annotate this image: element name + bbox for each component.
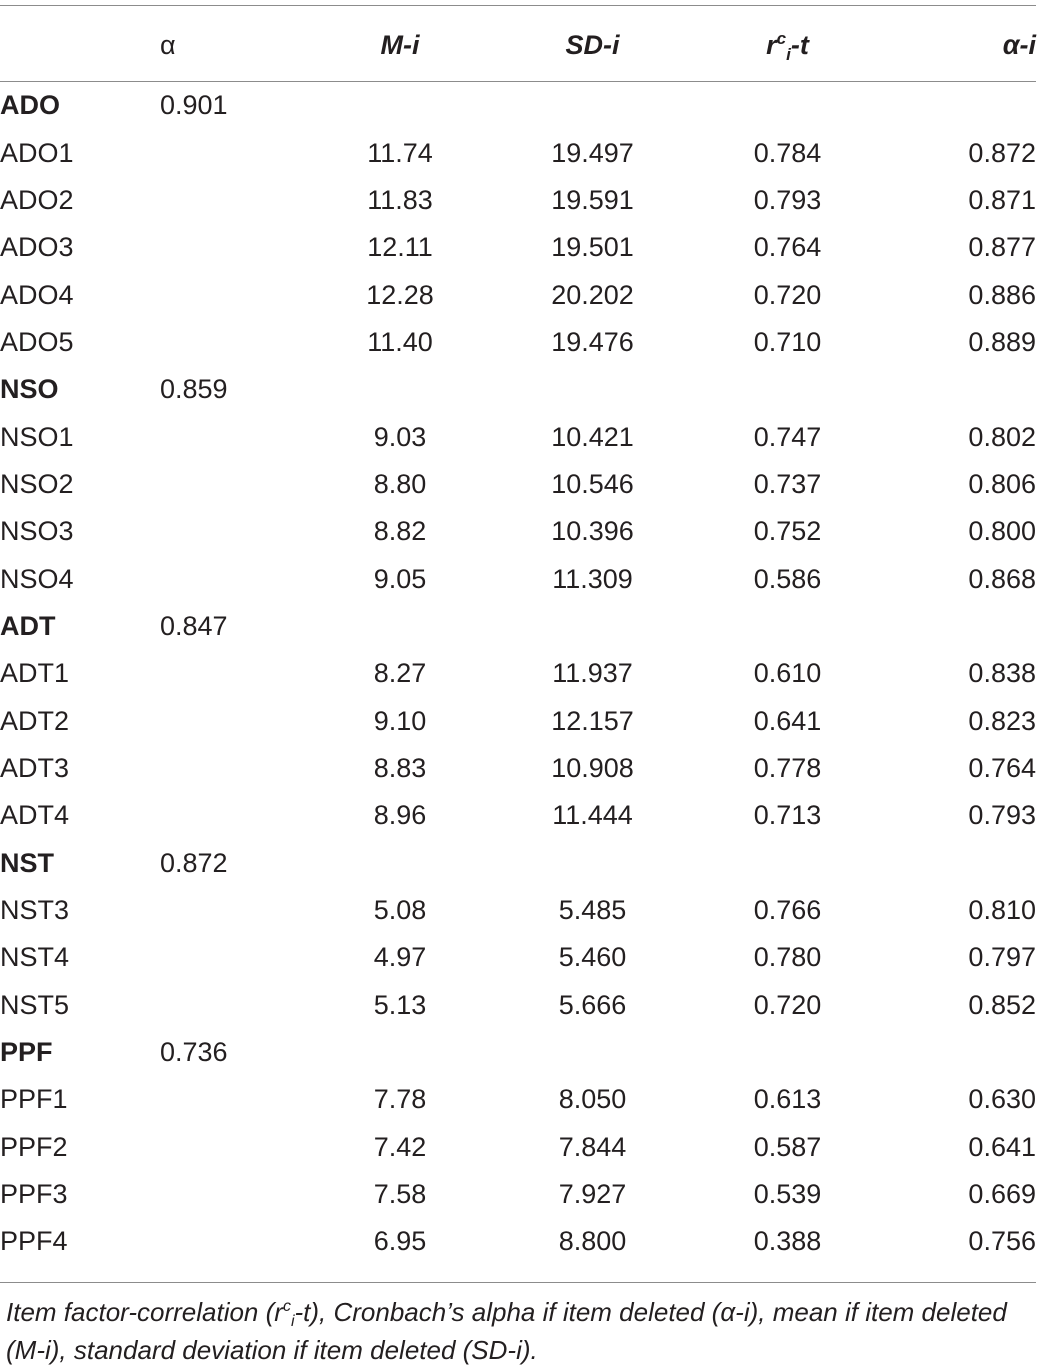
- table-row: [0, 1076, 1036, 1123]
- table-row: [0, 650, 1036, 697]
- table-row: [0, 792, 1036, 839]
- table-row: [0, 1218, 1036, 1265]
- cell-label: NSO4: [0, 563, 74, 594]
- cell-item-factor-correlation: 0.710: [753, 326, 822, 357]
- cell-mean-if-deleted: [305, 82, 495, 129]
- header-mean-if-deleted: M-i: [380, 29, 420, 60]
- cell-sd-if-deleted: 5.460: [558, 942, 627, 973]
- cell-mean-if-deleted: 7.78: [373, 1084, 427, 1115]
- cell-alpha: 0.736: [160, 1037, 228, 1068]
- cell-label: PPF2: [0, 1131, 68, 1162]
- cell-sd-if-deleted: 11.444: [552, 800, 633, 831]
- cell-alpha: 0.901: [160, 90, 228, 121]
- cell-alpha-if-deleted: [885, 840, 1036, 887]
- header-item-factor-correlation: [690, 0, 885, 82]
- cell-label: ADO2: [0, 184, 74, 215]
- bottom-rule: [0, 1282, 1036, 1283]
- header-alpha-if-deleted: α-i: [1002, 29, 1036, 60]
- cell-sd-if-deleted: [495, 366, 690, 413]
- cell-mean-if-deleted: 4.97: [373, 942, 427, 973]
- cell-alpha-if-deleted: 0.641: [968, 1131, 1036, 1162]
- cell-label: NST5: [0, 989, 70, 1020]
- cell-alpha: [160, 413, 305, 460]
- cell-item-factor-correlation: 0.713: [753, 800, 822, 831]
- cell-item-factor-correlation: 0.641: [753, 705, 822, 736]
- header-rct-r: r: [766, 29, 777, 60]
- cell-sd-if-deleted: 10.421: [551, 421, 634, 452]
- table-footnote: [6, 1293, 1036, 1369]
- cell-label: ADT: [0, 610, 56, 641]
- cell-alpha-if-deleted: 0.868: [968, 563, 1036, 594]
- cell-mean-if-deleted: 7.42: [373, 1131, 427, 1162]
- cell-label: ADO: [0, 90, 60, 121]
- table-row: [0, 555, 1036, 602]
- cell-label: ADT3: [0, 752, 70, 783]
- cell-mean-if-deleted: 8.96: [373, 800, 427, 831]
- cell-alpha-if-deleted: [885, 82, 1036, 129]
- cell-mean-if-deleted: 8.27: [373, 658, 427, 689]
- cell-item-factor-correlation: 0.778: [753, 752, 822, 783]
- cell-sd-if-deleted: 8.050: [558, 1084, 627, 1115]
- cell-alpha-if-deleted: 0.877: [968, 232, 1036, 263]
- cell-label: ADO5: [0, 326, 74, 357]
- cell-alpha-if-deleted: 0.764: [968, 752, 1036, 783]
- cell-sd-if-deleted: 19.497: [551, 137, 634, 168]
- cell-alpha-if-deleted: 0.852: [968, 989, 1036, 1020]
- header-rct-sub: i: [786, 44, 791, 64]
- cell-label: NSO3: [0, 516, 74, 547]
- cell-item-factor-correlation: 0.539: [753, 1179, 822, 1210]
- cell-alpha-if-deleted: [885, 366, 1036, 413]
- cell-item-factor-correlation: 0.720: [753, 279, 822, 310]
- cell-sd-if-deleted: 11.937: [552, 658, 633, 689]
- footnote-part1: Item factor-correlation (r: [6, 1297, 283, 1327]
- cell-alpha-if-deleted: [885, 1029, 1036, 1076]
- table-row: [0, 413, 1036, 460]
- cell-mean-if-deleted: 11.83: [367, 184, 433, 215]
- cell-sd-if-deleted: 7.927: [558, 1179, 627, 1210]
- cell-alpha: [160, 792, 305, 839]
- cell-item-factor-correlation: 0.720: [753, 989, 822, 1020]
- table-row: [0, 129, 1036, 176]
- cell-item-factor-correlation: 0.388: [753, 1226, 822, 1257]
- cell-alpha: [160, 271, 305, 318]
- cell-item-factor-correlation: 0.793: [753, 184, 822, 215]
- cell-alpha: [160, 1171, 305, 1218]
- cell-alpha: 0.847: [160, 610, 228, 641]
- table-row: [0, 745, 1036, 792]
- cell-sd-if-deleted: 7.844: [558, 1131, 627, 1162]
- table-group-row: [0, 840, 1036, 887]
- cell-sd-if-deleted: 11.309: [552, 563, 633, 594]
- cell-alpha: [160, 887, 305, 934]
- cell-mean-if-deleted: [305, 1029, 495, 1076]
- cell-label: ADO1: [0, 137, 74, 168]
- table-row: [0, 887, 1036, 934]
- cell-sd-if-deleted: 19.591: [551, 184, 634, 215]
- cell-label: ADO4: [0, 279, 74, 310]
- footnote-sup: c: [282, 1298, 291, 1315]
- cell-alpha-if-deleted: 0.793: [968, 800, 1036, 831]
- cell-alpha: 0.872: [160, 847, 228, 878]
- cell-alpha: 0.859: [160, 374, 228, 405]
- cell-mean-if-deleted: 7.58: [373, 1179, 427, 1210]
- cell-label: ADT2: [0, 705, 70, 736]
- cell-label: PPF: [0, 1037, 53, 1068]
- cell-alpha-if-deleted: 0.802: [968, 421, 1036, 452]
- cell-mean-if-deleted: 8.82: [373, 516, 427, 547]
- cell-item-factor-correlation: 0.784: [753, 137, 822, 168]
- cell-mean-if-deleted: [305, 603, 495, 650]
- cell-alpha-if-deleted: 0.889: [968, 326, 1036, 357]
- header-rct-sup: c: [776, 28, 787, 48]
- cell-alpha: [160, 982, 305, 1029]
- cell-mean-if-deleted: 9.10: [373, 705, 427, 736]
- cell-label: NST: [0, 847, 54, 878]
- cell-label: NSO1: [0, 421, 74, 452]
- cell-mean-if-deleted: [305, 840, 495, 887]
- cell-sd-if-deleted: 19.501: [551, 232, 634, 263]
- cell-alpha-if-deleted: 0.797: [968, 942, 1036, 973]
- cell-sd-if-deleted: [495, 603, 690, 650]
- cell-alpha: [160, 1124, 305, 1171]
- footnote-sub: i: [290, 1313, 295, 1330]
- table-row: [0, 271, 1036, 318]
- cell-alpha: [160, 555, 305, 602]
- table-row: [0, 224, 1036, 271]
- cell-mean-if-deleted: 11.74: [367, 137, 433, 168]
- cell-sd-if-deleted: 10.396: [551, 516, 634, 547]
- table-row: [0, 508, 1036, 555]
- cell-mean-if-deleted: 5.08: [373, 895, 427, 926]
- cell-item-factor-correlation: 0.780: [753, 942, 822, 973]
- cell-item-factor-correlation: [690, 603, 885, 650]
- cell-alpha-if-deleted: 0.630: [968, 1084, 1036, 1115]
- table-row: [0, 697, 1036, 744]
- cell-sd-if-deleted: 20.202: [551, 279, 634, 310]
- cell-mean-if-deleted: 12.28: [366, 279, 434, 310]
- cell-alpha: [160, 224, 305, 271]
- cell-sd-if-deleted: 10.908: [551, 752, 634, 783]
- cell-item-factor-correlation: 0.747: [753, 421, 822, 452]
- cell-label: PPF3: [0, 1179, 68, 1210]
- cell-alpha-if-deleted: [885, 603, 1036, 650]
- cell-label: PPF4: [0, 1226, 68, 1257]
- table-header: [0, 0, 1036, 82]
- table-row: [0, 1124, 1036, 1171]
- cell-alpha: [160, 697, 305, 744]
- cell-alpha: [160, 1076, 305, 1123]
- cell-mean-if-deleted: 9.05: [373, 563, 427, 594]
- table-row: [0, 1171, 1036, 1218]
- cell-alpha-if-deleted: 0.886: [968, 279, 1036, 310]
- footnote-part2: -t), Cronbach’s alpha if item deleted (α-i), mean if item deleted (M-i), standard deviation if item deleted (SD-i).: [6, 1297, 1007, 1365]
- cell-alpha: [160, 129, 305, 176]
- cell-mean-if-deleted: 5.13: [373, 989, 427, 1020]
- cell-item-factor-correlation: 0.613: [753, 1084, 822, 1115]
- table-group-row: [0, 82, 1036, 129]
- cell-alpha: [160, 319, 305, 366]
- cell-item-factor-correlation: 0.752: [753, 516, 822, 547]
- cell-label: ADT1: [0, 658, 70, 689]
- table-row: [0, 934, 1036, 981]
- cell-alpha-if-deleted: 0.872: [968, 137, 1036, 168]
- table-group-row: [0, 366, 1036, 413]
- cell-alpha: [160, 461, 305, 508]
- cell-sd-if-deleted: [495, 1029, 690, 1076]
- cell-alpha: [160, 650, 305, 697]
- cell-item-factor-correlation: [690, 82, 885, 129]
- cell-label: NSO2: [0, 468, 74, 499]
- cell-mean-if-deleted: 11.40: [367, 326, 433, 357]
- cell-sd-if-deleted: 8.800: [558, 1226, 627, 1257]
- cell-mean-if-deleted: [305, 366, 495, 413]
- cell-alpha: [160, 508, 305, 555]
- cell-sd-if-deleted: 12.157: [551, 705, 634, 736]
- cell-alpha: [160, 177, 305, 224]
- cell-alpha: [160, 1218, 305, 1265]
- cell-mean-if-deleted: 6.95: [373, 1226, 427, 1257]
- cell-mean-if-deleted: 8.80: [373, 468, 427, 499]
- cell-label: ADT4: [0, 800, 70, 831]
- table-group-row: [0, 603, 1036, 650]
- cell-mean-if-deleted: 9.03: [373, 421, 427, 452]
- cell-item-factor-correlation: 0.764: [753, 232, 822, 263]
- cell-item-factor-correlation: 0.610: [753, 658, 822, 689]
- cell-sd-if-deleted: 10.546: [551, 468, 634, 499]
- cell-sd-if-deleted: 5.485: [558, 895, 627, 926]
- cell-alpha: [160, 934, 305, 981]
- cell-label: NSO: [0, 374, 59, 405]
- cell-mean-if-deleted: 8.83: [373, 752, 427, 783]
- table-body: [0, 82, 1036, 1266]
- table-group-row: [0, 1029, 1036, 1076]
- cell-item-factor-correlation: [690, 366, 885, 413]
- cell-alpha-if-deleted: 0.838: [968, 658, 1036, 689]
- cell-item-factor-correlation: 0.737: [753, 468, 822, 499]
- table-row: [0, 177, 1036, 224]
- table-row: [0, 461, 1036, 508]
- cell-alpha-if-deleted: 0.800: [968, 516, 1036, 547]
- cell-alpha-if-deleted: 0.756: [968, 1226, 1036, 1257]
- header-sd-if-deleted: SD-i: [565, 29, 620, 60]
- cell-mean-if-deleted: 12.11: [367, 232, 433, 263]
- header-rule: [0, 81, 1036, 82]
- cell-label: ADO3: [0, 232, 74, 263]
- cell-item-factor-correlation: [690, 840, 885, 887]
- cell-alpha: [160, 745, 305, 792]
- table-row: [0, 319, 1036, 366]
- table-row: [0, 982, 1036, 1029]
- cell-alpha-if-deleted: 0.810: [968, 895, 1036, 926]
- cell-sd-if-deleted: [495, 82, 690, 129]
- header-label: [0, 0, 160, 82]
- cell-item-factor-correlation: [690, 1029, 885, 1076]
- cell-alpha-if-deleted: 0.823: [968, 705, 1036, 736]
- cell-label: PPF1: [0, 1084, 68, 1115]
- cell-label: NST4: [0, 942, 70, 973]
- cell-sd-if-deleted: 5.666: [558, 989, 627, 1020]
- cell-sd-if-deleted: 19.476: [551, 326, 634, 357]
- cell-label: NST3: [0, 895, 70, 926]
- cell-alpha-if-deleted: 0.806: [968, 468, 1036, 499]
- header-alpha: α: [160, 29, 176, 60]
- cell-item-factor-correlation: 0.587: [753, 1131, 822, 1162]
- header-row: [0, 0, 1036, 82]
- cell-alpha-if-deleted: 0.669: [968, 1179, 1036, 1210]
- cell-item-factor-correlation: 0.586: [753, 563, 822, 594]
- cell-sd-if-deleted: [495, 840, 690, 887]
- cell-item-factor-correlation: 0.766: [753, 895, 822, 926]
- cell-alpha-if-deleted: 0.871: [968, 184, 1036, 215]
- header-rct-tail: -t: [790, 29, 809, 60]
